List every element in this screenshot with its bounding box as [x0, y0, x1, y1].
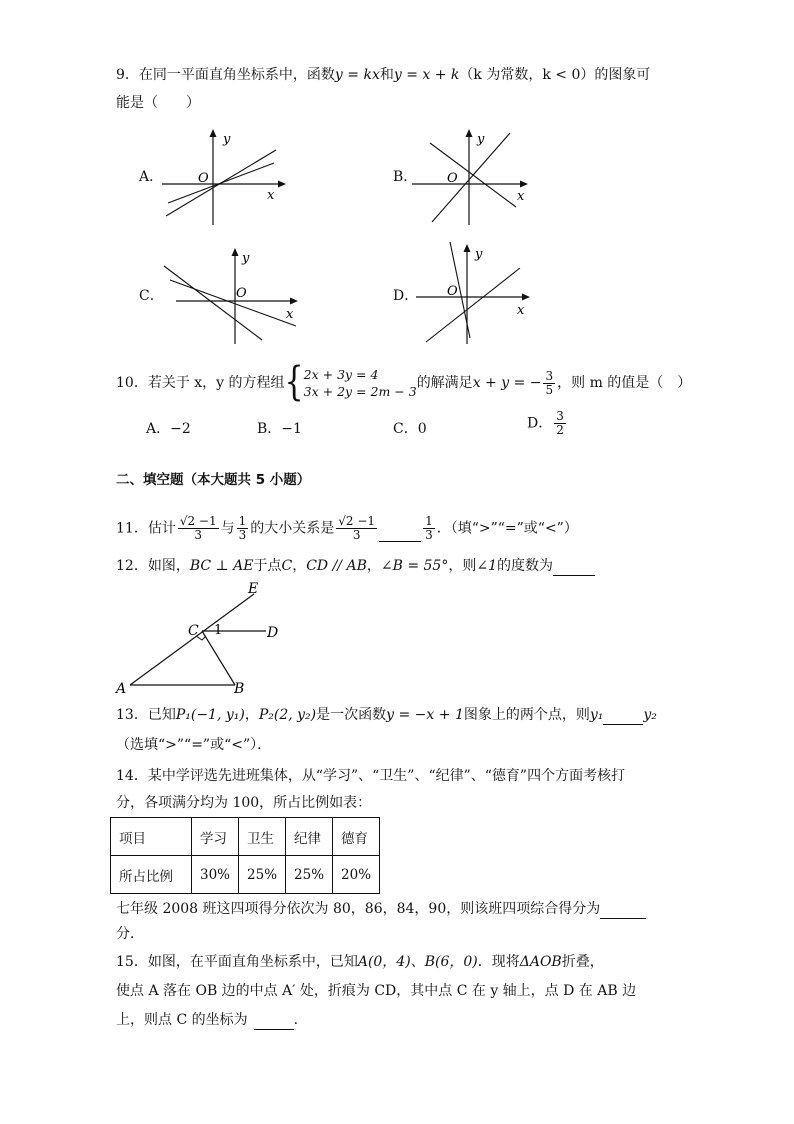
q15-triangle: ΔAOB [519, 954, 562, 970]
ratio-table [110, 817, 380, 894]
q10-equation-1: 2x + 3y = 4 [303, 367, 379, 382]
q10-option-d-fraction [554, 410, 566, 437]
q9-condition: （k 为常数，k < 0）的图象可 [459, 67, 651, 83]
label-c: C [188, 623, 199, 639]
section-heading: 二、填空题（本大题共 5 小题） [116, 472, 311, 488]
q13-y1: y₁ [589, 707, 604, 723]
y-axis-label: y [223, 132, 231, 147]
q12-relation-3: ∠B = 55° [380, 558, 449, 574]
q13-line1 [116, 705, 657, 725]
q12-relation-4: ∠1 [476, 558, 497, 574]
q9-option-a-label: A． [139, 169, 164, 185]
table-header-cell: 项目 [111, 818, 192, 856]
q13-text-b: 是一次函数 [316, 707, 387, 723]
q9-function-1: y = kx [334, 67, 380, 83]
q13-text-a: 已知 [147, 707, 176, 723]
q10-option-d-label: D． [527, 415, 553, 432]
table-header-cell: 纪律 [286, 818, 333, 856]
q12-figure [110, 578, 290, 698]
q14-line3 [116, 899, 646, 919]
q12-text-b: 于点 [253, 558, 282, 574]
q10-equation-system [304, 366, 417, 400]
angle-one-label: 1 [214, 623, 223, 638]
table-header-cell: 卫生 [239, 818, 286, 856]
q15-text-3b: . [293, 1012, 299, 1028]
fraction-denominator: 3 [194, 528, 203, 542]
q14-line2: 分，各项满分均为 100，所占比例如表： [116, 795, 372, 811]
q9-graph-d [410, 238, 540, 348]
origin-label: O [447, 284, 458, 299]
q10-option-a: A．−2 [146, 421, 191, 437]
q10-option-b: B．−1 [257, 421, 302, 437]
fraction-denominator: 3 [352, 528, 361, 542]
q14-text-1: 某中学评选先进班集体，从“学习”、“卫生”、“纪律”、“德育”四个方面考核打 [147, 768, 626, 784]
q12-number: 12． [116, 558, 148, 574]
q15-line3 [116, 1010, 298, 1030]
table-cell: 所占比例 [111, 856, 192, 894]
q11-fraction-2 [237, 515, 249, 542]
q15-line1 [116, 952, 604, 972]
y-axis-label: y [477, 132, 485, 147]
answer-blank[interactable] [553, 559, 595, 576]
q10-condition-fraction [543, 370, 555, 397]
label-d: D [267, 625, 279, 641]
q15-point-b: B(6，0) [424, 954, 478, 970]
q9-option-b-label: B． [393, 169, 418, 185]
x-axis-label: x [286, 307, 294, 322]
fraction-numerator: √2 −1 [338, 514, 376, 528]
q10-stem-b: 的解满足 [416, 375, 473, 391]
fraction-numerator: 3 [545, 368, 554, 383]
q15-number: 15． [116, 954, 148, 970]
fraction-numerator: 1 [238, 514, 247, 528]
q9-function-2: y = x + k [393, 67, 460, 83]
q14-line1 [116, 766, 625, 786]
q9-option-c-label: C． [139, 288, 164, 304]
origin-label: O [447, 171, 458, 186]
q11-fraction-1-repeat [336, 515, 377, 542]
q12-relation-2: CD // AB [306, 558, 367, 574]
q9-answer-paren: 能是（ ） [116, 95, 200, 111]
fraction-denominator: 3 [425, 528, 433, 542]
origin-label: O [236, 286, 247, 301]
q9-line2 [116, 93, 200, 113]
q10-number: 10． [116, 375, 148, 391]
q14-line4: 分． [116, 926, 144, 942]
answer-blank[interactable] [600, 902, 646, 919]
q11-text-a: 估计 [147, 520, 176, 537]
fraction-denominator: 2 [556, 423, 564, 437]
q13-y2: y₂ [643, 707, 657, 723]
x-axis-label: x [267, 188, 275, 203]
q11-number: 11． [116, 520, 148, 537]
q13-text-c: 图象上的两个点，则 [463, 707, 590, 723]
answer-blank[interactable] [379, 525, 421, 542]
q14-text-3: 七年级 2008 班这四项得分依次为 80，86，84，90，则该班四项综合得分为 [116, 901, 601, 917]
label-a: A [116, 681, 127, 697]
y-axis-label: y [475, 247, 483, 262]
table-cell: 25% [239, 856, 286, 894]
q12-text-a: 如图， [147, 558, 190, 574]
q12-text-f: 的度数为 [496, 558, 553, 574]
fraction-numerator: 3 [556, 409, 564, 423]
q14-number: 14． [116, 768, 148, 784]
q9-graph-a [150, 125, 290, 230]
q11-text-d: ．（填“>”“=”或“<”） [436, 520, 578, 537]
q9-graph-c [150, 244, 300, 349]
q10-condition: x + y = − [472, 375, 542, 391]
table-header-cell: 德育 [333, 818, 380, 856]
table-cell: 30% [192, 856, 239, 894]
brace-icon: { [284, 358, 304, 406]
q13-line2: （选填“>”“=”或“<”）． [116, 737, 272, 753]
fraction-denominator: 3 [238, 528, 247, 542]
answer-blank[interactable] [603, 708, 643, 725]
fraction-numerator: 1 [425, 514, 433, 528]
q9-stem: 在同一平面直角坐标系中，函数 [138, 67, 335, 83]
table-header-row [111, 818, 380, 856]
q12-point: C [281, 558, 293, 574]
q13-point-2: P₂(2, y₂) [258, 707, 317, 723]
table-header-cell: 学习 [192, 818, 239, 856]
label-e: E [248, 581, 259, 597]
q11-text-c: 的大小关系是 [250, 520, 335, 537]
label-b: B [234, 681, 245, 697]
q11-line [116, 515, 578, 542]
q12-text-d: ， [366, 558, 381, 574]
q13-separator: ， [244, 707, 259, 723]
x-axis-label: x [517, 189, 525, 204]
q15-text-a: 如图，在平面直角坐标系中，已知 [147, 954, 358, 970]
q15-text-c: 折叠， [561, 954, 604, 970]
table-cell: 25% [286, 856, 333, 894]
table-row [111, 856, 380, 894]
table-cell: 20% [333, 856, 380, 894]
q15-text-b: ．现将 [477, 954, 520, 970]
fraction-denominator: 5 [545, 382, 554, 397]
q15-separator: 、 [410, 954, 425, 970]
q12-line [116, 556, 595, 576]
q9-line1 [116, 65, 650, 85]
answer-blank[interactable] [254, 1013, 294, 1030]
q12-text-e: ，则 [448, 558, 477, 574]
q9-and: 和 [379, 67, 394, 83]
q13-number: 13． [116, 707, 148, 723]
q15-point-a: A(0，4) [357, 954, 411, 970]
q9-option-d-label: D． [393, 288, 419, 304]
q12-text-c: ， [292, 558, 307, 574]
x-axis-label: x [517, 303, 525, 318]
q10-option-d [527, 410, 568, 437]
q12-relation-1: BC ⊥ AE [189, 558, 254, 574]
q13-function: y = −x + 1 [386, 707, 464, 723]
q13-point-1: P₁(−1, y₁) [175, 707, 245, 723]
q10-option-c: C．0 [393, 421, 427, 437]
y-axis-label: y [242, 251, 250, 266]
q11-fraction-2-repeat [423, 515, 435, 542]
q11-fraction-1 [178, 515, 219, 542]
q11-text-b: 与 [220, 520, 235, 537]
q10-line1 [116, 358, 692, 406]
q9-graph-b [400, 125, 540, 230]
origin-label: O [198, 171, 209, 186]
q9-number: 9． [116, 67, 139, 83]
q10-equation-2: 3x + 2y = 2m − 3 [303, 384, 417, 399]
q15-text-3a: 上，则点 C 的坐标为 [116, 1012, 248, 1028]
q10-stem: 若关于 x，y 的方程组 [147, 375, 285, 391]
fraction-numerator: √2 −1 [179, 514, 217, 528]
q15-line2: 使点 A 落在 OB 边的中点 A′ 处，折痕为 CD，其中点 C 在 y 轴上，点 D 在 AB 边 [116, 983, 637, 999]
q10-stem-c: ，则 m 的值是（ ） [557, 375, 692, 391]
